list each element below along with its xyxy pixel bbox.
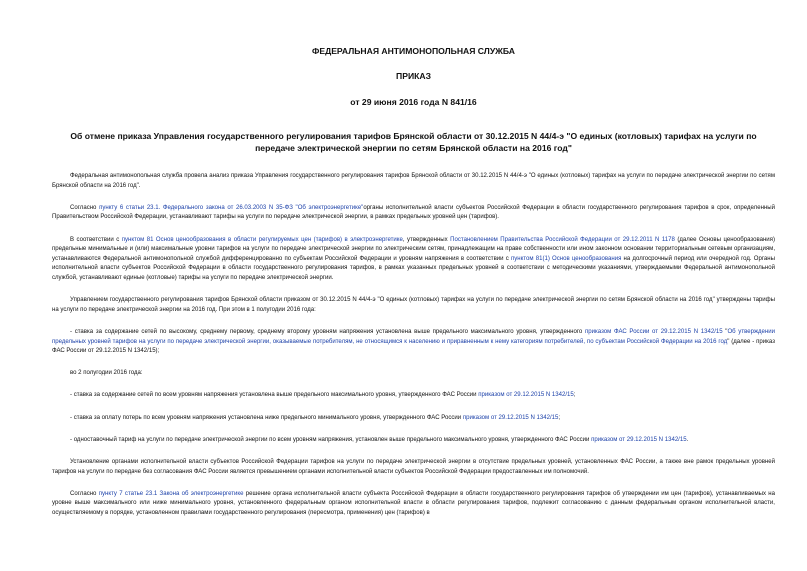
text: - ставка за содержание сетей по всем уровням напряжения установлена выше предельного максимального уровня, утвержденного ФАС России bbox=[70, 392, 479, 399]
paragraph-regional-order: Управлением государственного регулирования тарифов Брянской области приказом от 30.12.2015 N 44/4-э "О единых (котловых) тарифах на услуги по передаче электрической энергии по сетям Брянской области на 2016 год" утверждены тарифы на услуги по передаче электрической энергии на 2016 год. При этом в 1 полугодии 2016 года: bbox=[52, 297, 775, 313]
paragraph-second-half-losses bbox=[52, 414, 775, 424]
link-fas-order-1342[interactable]: приказом от 29.12.2015 N 1342/15 bbox=[462, 414, 559, 421]
paragraph-approval-requirement bbox=[52, 490, 775, 519]
document-type: ПРИКАЗ bbox=[396, 71, 431, 81]
text: - ставка за оплату потерь по всем уровням напряжения установлена ниже предельного минимального уровня, утвержденного ФАС России bbox=[70, 414, 463, 421]
link-fas-order-1342[interactable]: приказом ФАС России от 29.12.2015 N 1342/15 bbox=[585, 328, 723, 335]
paragraph-law-reference bbox=[52, 204, 775, 223]
text: Согласно bbox=[70, 490, 99, 497]
document-date-number: от 29 июня 2016 года N 841/16 bbox=[350, 97, 477, 107]
text: , утвержденных bbox=[402, 236, 451, 243]
text: - одноставочный тариф на услуги по передаче электрической энергии по всем уровням напряжения, установлен выше предельного максимального уровня, утвержденного ФАС России bbox=[70, 436, 592, 443]
paragraph-analysis: Федеральная антимонопольная служба провела анализ приказа Управления государственного регулирования тарифов Брянской области от 30.12.2015 N 44/4-э "О единых (котловых) тарифах на услуги по передаче электрической энергии по сетям Брянской области на 2016 год". bbox=[52, 173, 775, 189]
link-fas-order-1342[interactable]: приказом от 29.12.2015 N 1342/15 bbox=[478, 392, 574, 399]
paragraph-second-half-maintenance bbox=[52, 391, 775, 401]
paragraph-second-half-single-rate bbox=[52, 436, 775, 446]
paragraph-first-half-rate bbox=[52, 328, 775, 357]
text: на долгосрочный период или очередной год. Органы исполнительной власти субъектов Российской Федерации в области государственного регулирования тарифов, в рамках указанных предельных уровней в соответствии с методическими указаниями, утверждаемыми Федеральной антимонопольной службой, устанавливают единые (котловые) тарифы на услуги по передаче электрической энергии. bbox=[52, 255, 775, 281]
text: органы исполнительной власти субъектов Российской Федерации в области государственного регулирования тарифов в срок, определенный Правительством Российской Федерации, устанавливают тарифы на услуги по передаче электрической энергии, в рамках предельных уровней цен (тарифов). bbox=[52, 204, 775, 221]
paragraph-second-half: во 2 полугодии 2016 года: bbox=[70, 370, 143, 377]
text: . bbox=[686, 436, 689, 443]
text: - ставка за содержание сетей по высокому, среднему первому, среднему второму уровням напряжения установлена выше предельного максимального уровня, утвержденного bbox=[70, 328, 585, 335]
link-electricity-law-p7[interactable]: пункту 7 статье 23.1 Закона об электроэнергетике bbox=[98, 490, 244, 497]
link-fas-order-1342[interactable]: приказом от 29.12.2015 N 1342/15 bbox=[591, 436, 687, 443]
paragraph-authority-excess: Установление органами исполнительной власти субъектов Российской Федерации тарифов на услуги по передаче электрической энергии в отсутствие предельных уровней, установленных ФАС России, а также вне рамок предельных уровней тарифов на услуги по передаче без согласования ФАС России является превышением органами исполнительной власти субъектов Российской Федерации предоставленных им полномочий. bbox=[52, 459, 775, 475]
link-government-decree-1178[interactable]: Постановлением Правительства Российской Федерации от 29.12.2011 N 1178 bbox=[450, 236, 675, 243]
agency-name: ФЕДЕРАЛЬНАЯ АНТИМОНОПОЛЬНАЯ СЛУЖБА bbox=[312, 46, 515, 56]
text: В соответствии с bbox=[70, 236, 122, 243]
link-law-35fz[interactable]: пункту 6 статьи 23.1. Федерального закона от 26.03.2003 N 35-ФЗ "Об электроэнергетике" bbox=[99, 204, 364, 211]
paragraph-pricing-basics bbox=[52, 236, 775, 284]
text: (далее Основы ценообразования) предельные минимальные и (или) максимальные уровни тарифов на услуги по передаче электрической энергии по электрическим сетям, принадлежащим на праве собственности или ином законном основании территориальным сетевым организациям, устанавливаются Федеральной антимонопольной службой дифференцированно по субъектам Российской Федерации и уровням напряжения в соответствии с bbox=[52, 236, 775, 262]
text: решение органа исполнительной власти субъекта Российской Федерации в области государственного регулирования тарифов об утверждении им цен (тарифов), устанавливаемых на уровне выше максимального или ниже минимального уровня, установленного федеральным органом исполнительной власти в области регулирования тарифов, подлежит согласованию с данным федеральным органом исполнительной власти, осуществляемому в порядке, установленном правилами государственного регулирования (пересмотра, применения) цен (тарифов) в bbox=[52, 490, 775, 516]
text: ; bbox=[558, 414, 561, 421]
text: " bbox=[722, 328, 728, 335]
text: " (далее - приказ ФАС России от 29.12.2015 N 1342/15); bbox=[52, 338, 775, 355]
text: Согласно bbox=[70, 204, 100, 211]
document-body bbox=[52, 172, 775, 519]
link-fas-order-1342-title[interactable]: Об утверждении предельных уровней тарифов на услуги по передаче электрической энергии, оказываемые потребителям, не относящимся к населению и приравненным к нему категориям потребителей, по субъектам Российской Федерации на 2016 год bbox=[52, 328, 776, 345]
document-title: Об отмене приказа Управления государственного регулирования тарифов Брянской области от 30.12.2015 N 44/4-э "О единых (котловых) тарифах на услуги по передаче электрической энергии по сетям Брянской области на 2016 год" bbox=[70, 131, 757, 153]
text: ; bbox=[573, 392, 576, 399]
link-pricing-basics-p81[interactable]: пунктом 81 Основ ценообразования в области регулируемых цен (тарифов) в электроэнергетике bbox=[121, 236, 403, 243]
link-pricing-basics-p81-1[interactable]: пунктом 81(1) Основ ценообразования bbox=[510, 255, 622, 262]
